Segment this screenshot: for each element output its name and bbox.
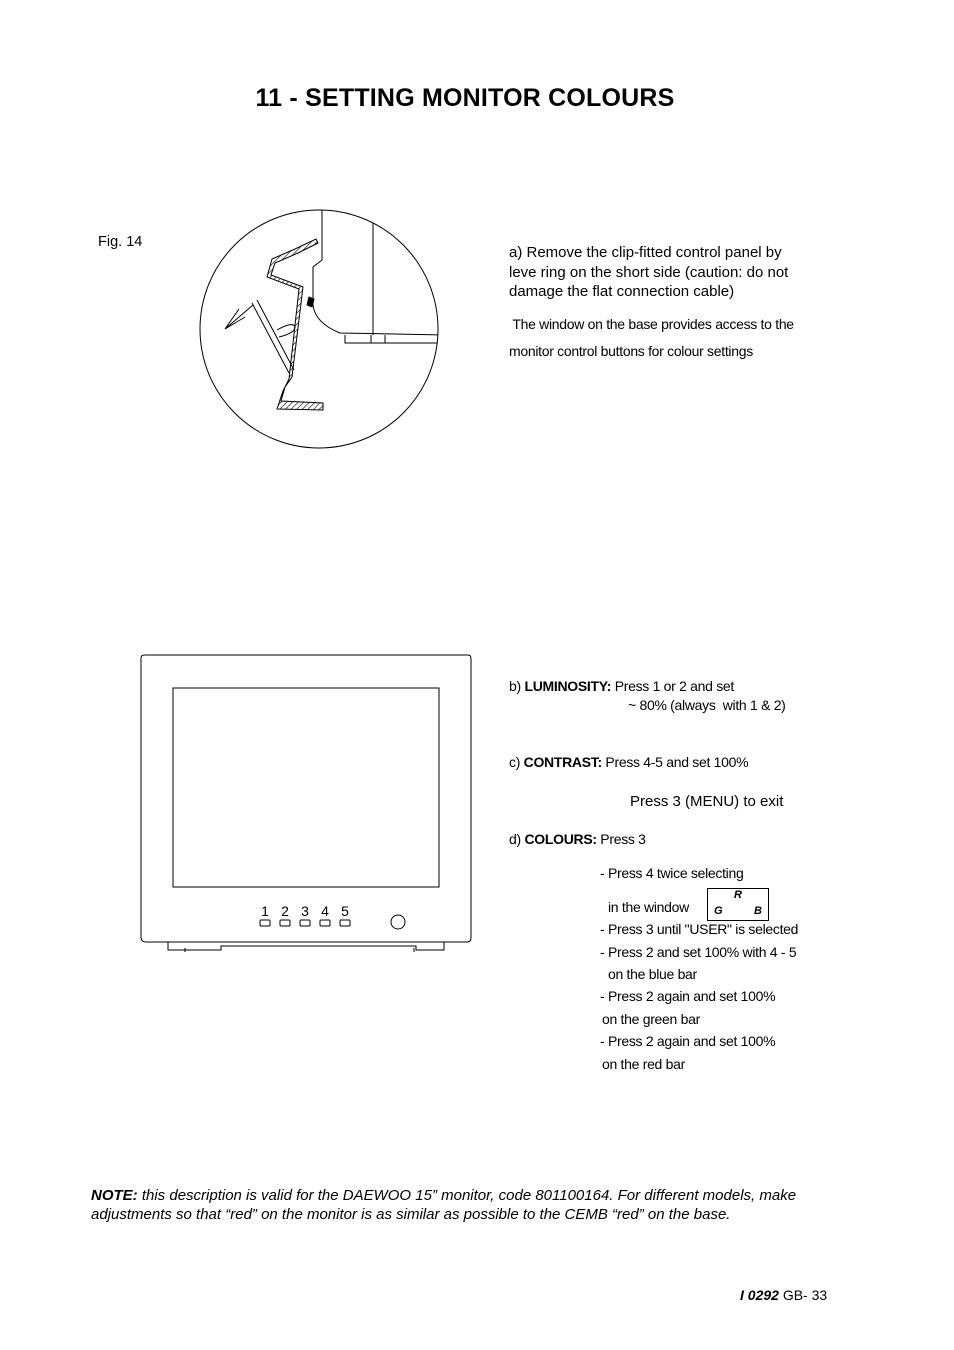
step-d-sub: in the window bbox=[608, 899, 689, 915]
step-a-line: leve ring on the short side (caution: do not bbox=[509, 263, 789, 281]
step-d-sub: - Press 3 until "USER" is selected bbox=[600, 921, 799, 937]
page-title: 11 - SETTING MONITOR COLOURS bbox=[255, 84, 675, 112]
step-c-label: CONTRAST: bbox=[523, 754, 602, 770]
step-d-sub: on the green bar bbox=[602, 1011, 700, 1027]
step-d-sub: - Press 2 again and set 100% bbox=[600, 988, 776, 1004]
step-c bbox=[509, 754, 748, 770]
button-number: 5 bbox=[341, 903, 349, 919]
monitor-front-illustration bbox=[138, 652, 474, 954]
monitor-button-5 bbox=[340, 920, 350, 926]
power-button-icon bbox=[391, 915, 405, 929]
step-d bbox=[509, 831, 646, 847]
step-d-sub: on the blue bar bbox=[608, 966, 697, 982]
monitor-button-3 bbox=[300, 920, 310, 926]
model-note bbox=[91, 1186, 851, 1224]
step-c-prefix: c) bbox=[509, 754, 524, 770]
button-number: 1 bbox=[261, 903, 269, 919]
step-b-label: LUMINOSITY: bbox=[524, 678, 612, 694]
rgb-r-label: R bbox=[734, 889, 742, 901]
rgb-window-icon bbox=[707, 888, 769, 921]
step-b-prefix: b) bbox=[509, 678, 525, 694]
button-number: 3 bbox=[301, 903, 309, 919]
page-number: GB- 33 bbox=[778, 1287, 828, 1303]
monitor-button-2 bbox=[280, 920, 290, 926]
step-d-sub: - Press 2 and set 100% with 4 - 5 bbox=[600, 944, 797, 960]
rgb-g-label: G bbox=[714, 905, 723, 917]
button-number: 2 bbox=[281, 903, 289, 919]
step-a-line: damage the flat connection cable) bbox=[509, 283, 735, 300]
step-c-text: Press 4-5 and set 100% bbox=[601, 754, 749, 770]
step-b-line2: ~ 80% (always with 1 & 2) bbox=[628, 697, 786, 713]
note-text: this description is valid for the DAEWOO 15” monitor, code 801100164. For different models, make adjustments so that “red” on the monitor is as similar as possible to the CEMB “red” on the base. bbox=[91, 1187, 797, 1223]
page-footer bbox=[740, 1287, 827, 1303]
figure-label: Fig. 14 bbox=[98, 234, 143, 250]
rgb-b-label: B bbox=[754, 905, 762, 917]
step-d-text: Press 3 bbox=[596, 831, 646, 847]
note-label: NOTE: bbox=[91, 1187, 138, 1204]
step-d-label: COLOURS: bbox=[524, 831, 597, 847]
step-a-text bbox=[509, 243, 839, 302]
step-d-sub: - Press 2 again and set 100% bbox=[600, 1033, 776, 1049]
step-c-line2: Press 3 (MENU) to exit bbox=[630, 793, 784, 810]
step-d-prefix: d) bbox=[509, 831, 525, 847]
step-d-sub: on the red bar bbox=[602, 1056, 685, 1072]
step-a-line: a) Remove the clip-fitted control panel by bbox=[509, 244, 782, 261]
control-panel-detail-illustration bbox=[195, 205, 445, 455]
document-code: I 0292 bbox=[740, 1287, 779, 1303]
step-b bbox=[509, 678, 734, 694]
monitor-button-4 bbox=[320, 920, 330, 926]
step-b-text: Press 1 or 2 and set bbox=[611, 678, 734, 694]
window-note-line: monitor control buttons for colour settings bbox=[509, 343, 753, 359]
button-number: 4 bbox=[321, 903, 329, 919]
step-d-sub: - Press 4 twice selecting bbox=[600, 865, 744, 881]
window-note bbox=[509, 311, 849, 365]
monitor-button-1 bbox=[260, 920, 270, 926]
window-note-line: The window on the base provides access to the bbox=[509, 316, 794, 332]
